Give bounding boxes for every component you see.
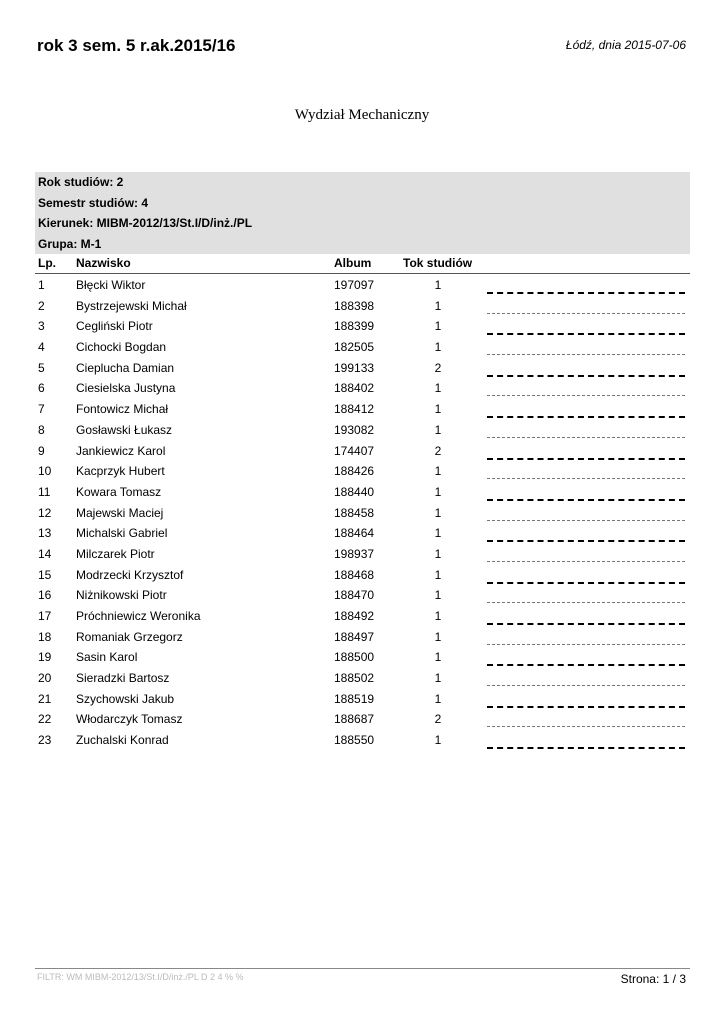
signature-line — [487, 354, 685, 355]
signature-line — [487, 313, 685, 314]
signature-line — [487, 582, 685, 584]
table-row — [35, 565, 690, 586]
row-lp: 18 — [38, 629, 52, 644]
row-tok: 2 — [434, 360, 442, 375]
row-lp: 3 — [38, 319, 45, 334]
group-info-box — [35, 172, 690, 254]
row-album: 198937 — [334, 546, 375, 561]
row-tok: 1 — [434, 319, 442, 334]
signature-line — [487, 499, 685, 501]
row-album: 188458 — [334, 505, 375, 520]
row-lp: 13 — [38, 526, 52, 541]
row-album: 188412 — [334, 402, 375, 417]
signature-line — [487, 292, 685, 294]
row-name: Próchniewicz Weronika — [76, 609, 201, 623]
row-tok: 1 — [434, 629, 442, 644]
row-tok: 1 — [434, 609, 442, 623]
row-album: 188492 — [334, 609, 375, 623]
row-lp: 10 — [38, 464, 52, 479]
table-row — [35, 523, 690, 544]
row-album: 188440 — [334, 484, 375, 499]
row-album: 188502 — [334, 671, 375, 686]
table-header — [35, 254, 690, 274]
signature-line — [487, 520, 685, 521]
signature-line — [487, 478, 685, 479]
row-name: Zuchalski Konrad — [76, 733, 169, 748]
header-tok: Tok studiów — [403, 256, 473, 270]
table-row — [35, 399, 690, 420]
signature-line — [487, 375, 685, 377]
signature-line — [487, 644, 685, 645]
row-tok: 2 — [434, 712, 442, 727]
row-tok: 1 — [434, 381, 442, 396]
table-row — [35, 689, 690, 710]
signature-line — [487, 706, 685, 708]
signature-line — [487, 458, 685, 460]
row-tok: 1 — [434, 526, 442, 541]
row-lp: 8 — [38, 422, 45, 437]
row-tok: 1 — [434, 650, 442, 665]
row-tok: 1 — [434, 298, 442, 313]
table-row — [35, 275, 690, 296]
row-name: Michalski Gabriel — [76, 526, 168, 541]
row-album: 182505 — [334, 340, 375, 355]
row-name: Modrzecki Krzysztof — [76, 567, 184, 582]
row-name: Sasin Karol — [76, 650, 138, 665]
row-name: Cieplucha Damian — [76, 360, 175, 375]
header-album: Album — [334, 256, 372, 270]
signature-line — [487, 540, 685, 542]
table-row — [35, 461, 690, 482]
row-lp: 1 — [38, 278, 45, 292]
row-lp: 2 — [38, 298, 45, 313]
study-direction: Kierunek: MIBM-2012/13/St.I/D/inż./PL — [38, 216, 253, 230]
row-album: 188550 — [334, 733, 375, 748]
row-tok: 1 — [434, 588, 442, 603]
footer-divider — [35, 968, 690, 969]
row-name: Majewski Maciej — [76, 505, 164, 520]
signature-line — [487, 561, 685, 562]
row-tok: 1 — [434, 733, 442, 748]
table-row — [35, 709, 690, 730]
row-lp: 23 — [38, 733, 52, 748]
row-lp: 6 — [38, 381, 45, 396]
row-name: Kowara Tomasz — [76, 484, 162, 499]
study-group: Grupa: M-1 — [38, 236, 102, 251]
study-year: Rok studiów: 2 — [38, 175, 124, 189]
signature-line — [487, 664, 685, 666]
footer-filter: FILTR: WM MIBM-2012/13/St.I/D/inż./PL D 2 4 % % — [37, 972, 244, 982]
row-name: Fontowicz Michał — [76, 402, 169, 417]
row-tok: 1 — [434, 464, 442, 479]
row-tok: 1 — [434, 671, 442, 686]
row-album: 188399 — [334, 319, 375, 334]
signature-line — [487, 333, 685, 335]
header-name: Nazwisko — [76, 256, 131, 270]
row-album: 174407 — [334, 443, 375, 458]
signature-line — [487, 416, 685, 418]
row-name: Gosławski Łukasz — [76, 422, 173, 437]
row-lp: 11 — [38, 484, 51, 499]
row-album: 199133 — [334, 360, 375, 375]
row-tok: 1 — [434, 505, 442, 520]
row-lp: 15 — [38, 567, 52, 582]
row-lp: 22 — [38, 712, 52, 727]
row-album: 188468 — [334, 567, 375, 582]
row-lp: 19 — [38, 650, 52, 665]
row-lp: 5 — [38, 360, 45, 375]
table-row — [35, 544, 690, 565]
signature-line — [487, 395, 685, 396]
document-date: Łódź, dnia 2015-07-06 — [565, 38, 686, 52]
signature-line — [487, 685, 685, 686]
row-name: Cegliński Piotr — [76, 319, 153, 334]
row-album: 188398 — [334, 298, 375, 313]
row-name: Błęcki Wiktor — [76, 278, 146, 292]
row-name: Jankiewicz Karol — [76, 443, 166, 458]
row-lp: 17 — [38, 609, 52, 623]
row-album: 188500 — [334, 650, 375, 665]
table-row — [35, 358, 690, 379]
row-album: 188402 — [334, 381, 375, 396]
row-album: 197097 — [334, 278, 375, 292]
row-name: Niżnikowski Piotr — [76, 588, 167, 603]
row-album: 188426 — [334, 464, 375, 479]
row-lp: 21 — [38, 691, 52, 706]
header-lp: Lp. — [38, 256, 56, 270]
row-name: Włodarczyk Tomasz — [76, 712, 183, 727]
table-row — [35, 668, 690, 689]
table-row — [35, 378, 690, 399]
row-album: 188464 — [334, 526, 375, 541]
row-tok: 1 — [434, 340, 442, 355]
table-row — [35, 337, 690, 358]
row-name: Cichocki Bogdan — [76, 340, 167, 355]
table-row — [35, 296, 690, 317]
row-name: Kacprzyk Hubert — [76, 464, 165, 479]
row-album: 188497 — [334, 629, 375, 644]
table-row — [35, 441, 690, 462]
row-name: Sieradzki Bartosz — [76, 671, 170, 686]
table-row — [35, 627, 690, 648]
faculty-name: Wydział Mechaniczny — [294, 107, 430, 123]
row-tok: 1 — [434, 691, 442, 706]
row-lp: 14 — [38, 546, 52, 561]
student-list — [35, 275, 690, 751]
study-semester: Semestr studiów: 4 — [38, 195, 149, 210]
row-name: Ciesielska Justyna — [76, 381, 176, 396]
table-row — [35, 503, 690, 524]
row-name: Milczarek Piotr — [76, 546, 155, 561]
row-tok: 1 — [434, 422, 442, 437]
row-tok: 1 — [434, 484, 442, 499]
row-lp: 9 — [38, 443, 45, 458]
row-name: Bystrzejewski Michał — [76, 298, 187, 313]
row-tok: 1 — [434, 402, 442, 417]
row-album: 188519 — [334, 691, 375, 706]
table-row — [35, 420, 690, 441]
table-row — [35, 585, 690, 606]
row-tok: 1 — [434, 278, 442, 292]
signature-line — [487, 623, 685, 625]
row-lp: 16 — [38, 588, 52, 603]
table-row — [35, 482, 690, 503]
row-lp: 4 — [38, 340, 45, 355]
signature-line — [487, 437, 685, 438]
row-tok: 1 — [434, 546, 442, 561]
table-row — [35, 316, 690, 337]
row-tok: 1 — [434, 567, 442, 582]
row-album: 193082 — [334, 422, 375, 437]
table-row — [35, 647, 690, 668]
signature-line — [487, 747, 685, 749]
table-row — [35, 606, 690, 627]
page-number: Strona: 1 / 3 — [620, 972, 686, 986]
table-row — [35, 730, 690, 751]
signature-line — [487, 726, 685, 727]
row-album: 188687 — [334, 712, 375, 727]
row-album: 188470 — [334, 588, 375, 603]
row-name: Szychowski Jakub — [76, 691, 175, 706]
row-tok: 2 — [434, 443, 442, 458]
signature-line — [487, 602, 685, 603]
row-lp: 7 — [38, 402, 45, 417]
row-lp: 12 — [38, 505, 52, 520]
page-title: rok 3 sem. 5 r.ak.2015/16 — [37, 36, 236, 55]
row-name: Romaniak Grzegorz — [76, 629, 183, 644]
row-lp: 20 — [38, 671, 52, 686]
